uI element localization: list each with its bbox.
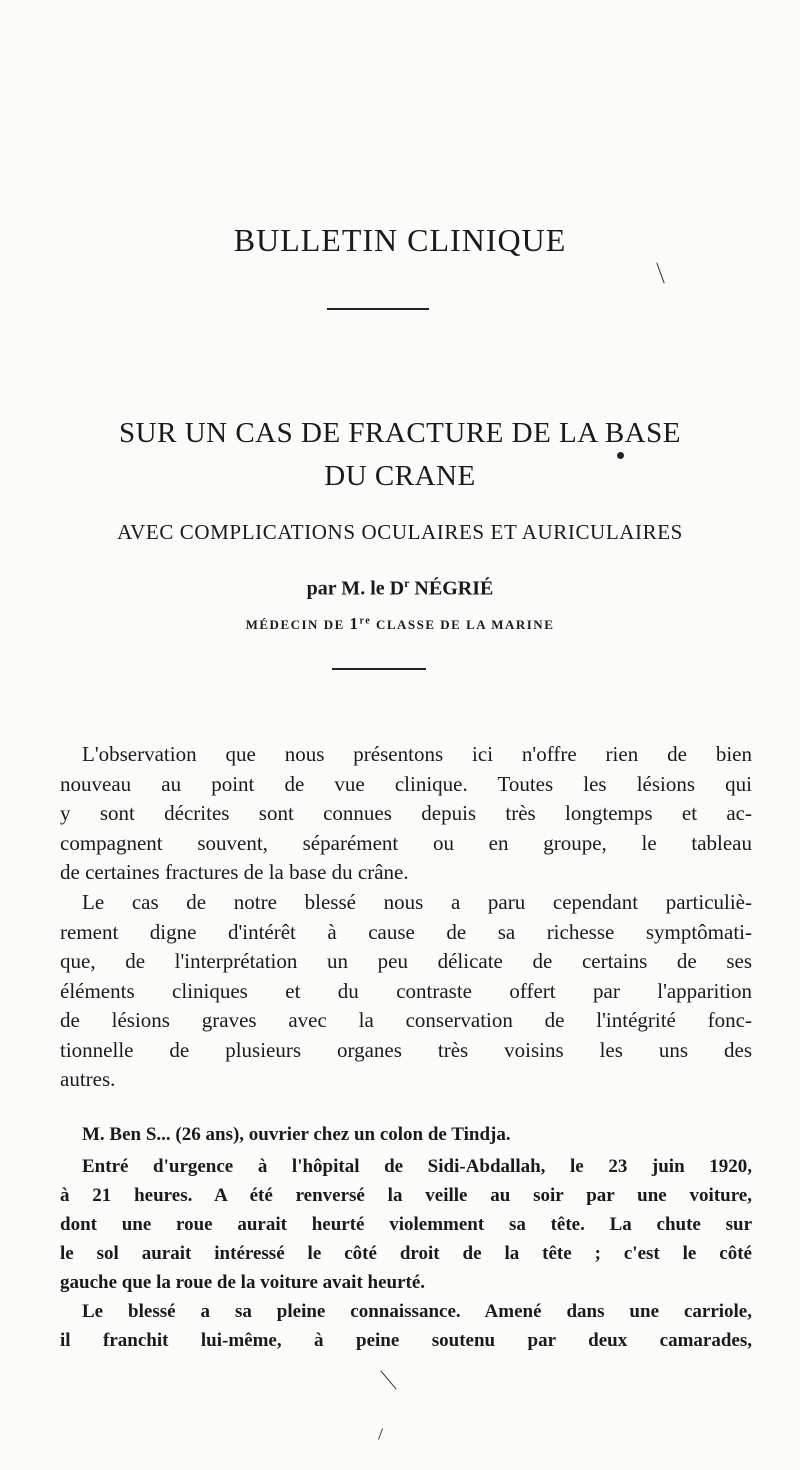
text-line: M. Ben S... (26 ans), ouvrier chez un colon de Tindja. <box>82 1124 511 1145</box>
author-name: NÉGRIÉ <box>414 577 494 600</box>
paragraph-1 <box>60 740 752 888</box>
author-line <box>0 576 800 601</box>
author-affiliation <box>0 614 800 634</box>
text-line: Le blessé a sa pleine connaissance. Amené dans une carriole, <box>82 1301 752 1322</box>
text-line: autres. <box>60 1067 116 1091</box>
article-title <box>0 412 800 498</box>
affiliation-sup: re <box>359 615 372 627</box>
text-line: L'observation que nous présentons ici n'offre rien de bien <box>82 742 752 766</box>
section-title: BULLETIN CLINIQUE <box>233 222 567 258</box>
case-heading <box>60 1120 752 1149</box>
text-line: nouveau au point de vue clinique. Toutes les lésions qui <box>60 771 752 796</box>
text-line: Entré d'urgence à l'hôpital de Sidi-Abdallah, le 23 juin 1920, <box>82 1156 752 1177</box>
paragraph-2 <box>60 888 752 1095</box>
paragraph-case-arrival <box>60 1297 752 1355</box>
text-line: il franchit lui-même, à peine soutenu par deux camarades, <box>60 1330 752 1351</box>
text-line: de lésions graves avec la conservation de l'intégrité fonc- <box>60 1008 752 1032</box>
text-line: à 21 heures. A été renversé la veille au soir par une voiture, <box>60 1185 752 1206</box>
affiliation-part-1: MÉDECIN DE <box>245 617 350 632</box>
scan-mark <box>378 1428 383 1440</box>
text-line: Le cas de notre blessé nous a paru cependant particuliè- <box>82 890 752 914</box>
scan-mark <box>380 1370 396 1389</box>
paragraph-case-admission <box>60 1152 752 1297</box>
scan-mark <box>617 452 624 459</box>
text-line: rement digne d'intérêt à cause de sa richesse symptômati- <box>60 919 752 944</box>
author-prefix: par M. le D <box>306 577 405 600</box>
scan-mark <box>656 262 664 283</box>
article-title-line-2: DU CRANE <box>324 460 476 492</box>
text-line: que, de l'interprétation un peu délicate de certains de ses <box>60 949 752 973</box>
affiliation-number: 1 <box>349 614 360 633</box>
text-line: tionnelle de plusieurs organes très voisins les uns des <box>60 1037 752 1062</box>
text-line: y sont décrites sont connues depuis très longtemps et ac- <box>60 801 752 825</box>
text-line: de certaines fractures de la base du crâne. <box>60 860 409 884</box>
affiliation-part-2: CLASSE DE LA MARINE <box>371 617 555 632</box>
text-line: gauche que la roue de la voiture avait heurté. <box>60 1272 426 1293</box>
author-divider <box>332 668 426 670</box>
text-line: dont une roue aurait heurté violemment sa tête. La chute sur <box>60 1214 752 1235</box>
author-title-sup: r <box>404 576 410 590</box>
article-subtitle: AVEC COMPLICATIONS OCULAIRES ET AURICULAIRES <box>117 520 683 544</box>
text-line: compagnent souvent, séparément ou en groupe, le tableau <box>60 830 752 855</box>
text-line: le sol aurait intéressé le côté droit de la tête ; c'est le côté <box>60 1243 752 1264</box>
text-line: éléments cliniques et du contraste offert par l'apparition <box>60 978 752 1003</box>
article-title-line-1: SUR UN CAS DE FRACTURE DE LA BASE <box>119 417 681 449</box>
title-divider <box>327 308 429 310</box>
